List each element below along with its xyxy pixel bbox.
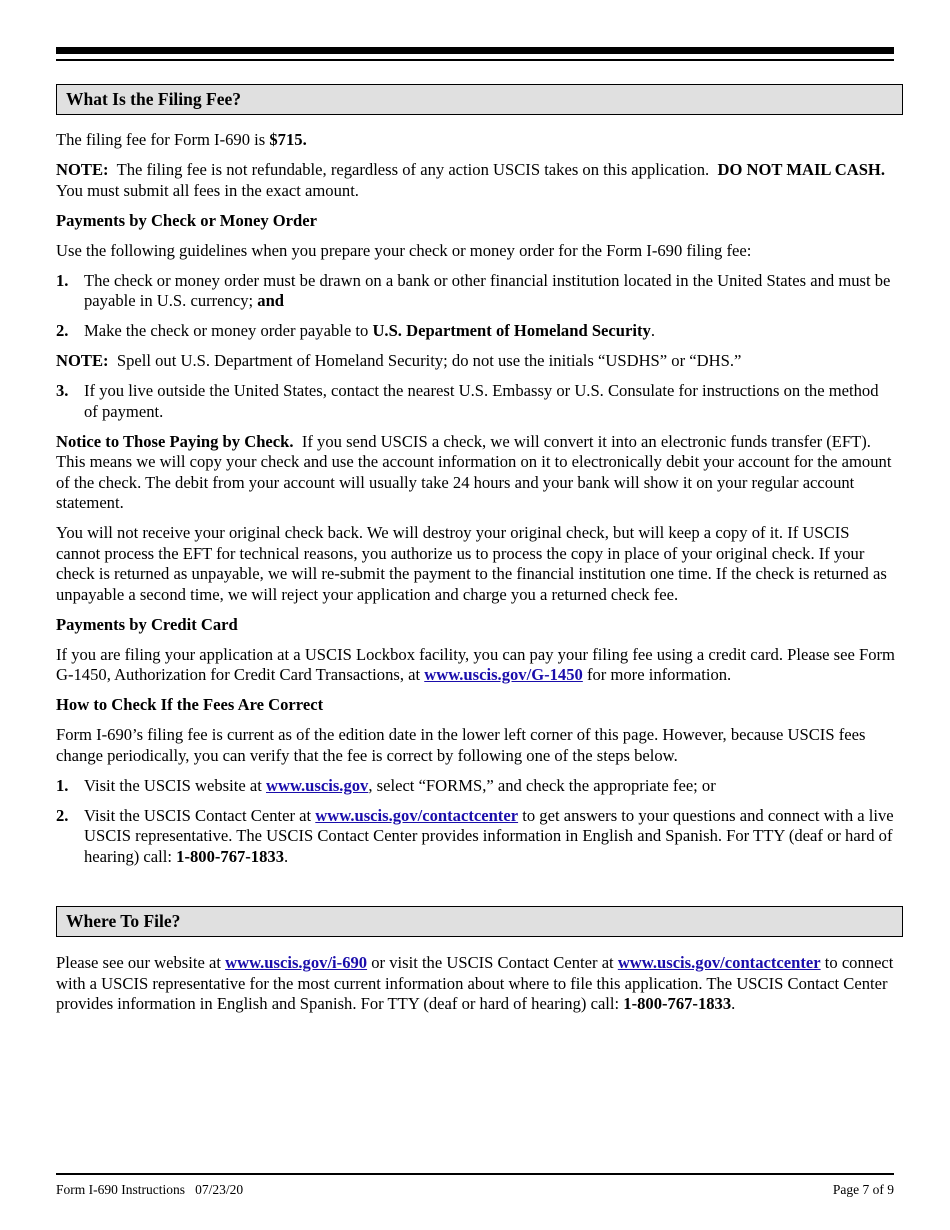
contact-center-link[interactable]: www.uscis.gov/contactcenter — [617, 953, 821, 972]
where-to-file-paragraph: Please see our website at www.uscis.gov/i-690 or visit the USCIS Contact Center at www.uscis.gov/contactcenter to connect with a USCIS representative for the most current information about where to file this application. The USCIS Contact Center provides information in English and Spanish. For TTY (deaf or hard of hearing) call: 1-800-767-1833. — [56, 953, 894, 1013]
footer-form-name: Form I-690 Instructions 07/23/20 — [56, 1182, 244, 1197]
section-heading-filing-fee: What Is the Filing Fee? — [56, 84, 903, 115]
subheading-credit-card: Payments by Credit Card — [56, 614, 238, 634]
check-intro: Use the following guidelines when you prepare your check or money order for the Form I-690 filing fee: — [56, 240, 752, 260]
returned-check-paragraph: You will not receive your original check back. We will destroy your original check, but will keep a copy of it. If USCIS cannot process the EFT for technical reasons, you authorize us to process the copy in place of your original check. If your check is returned as unpayable, we will re-submit the payment to the financial institution one time. If the check is returned as unpayable a second time, we will reject your application and charge you a returned check fee. — [56, 523, 887, 604]
subheading-check-fees: How to Check If the Fees Are Correct — [56, 695, 324, 714]
section-heading-where-to-file: Where To File? — [56, 906, 903, 937]
verify-fee-paragraph: Form I-690’s filing fee is current as of the edition date in the lower left corner of this page. However, because USCIS fees change periodically, you can verify that the fee is correct by following one of the steps below. — [56, 725, 866, 765]
fee-paragraph: The filing fee for Form I-690 is $715. — [56, 130, 307, 149]
note-initials: NOTE: Spell out U.S. Department of Homeland Security; do not use the initials “USDHS” or “DHS.” — [56, 351, 742, 370]
fee-amount: $715. — [269, 130, 307, 149]
where-to-file-content — [56, 953, 896, 1024]
list-item: 3. If you live outside the United States, contact the nearest U.S. Embassy or U.S. Consulate for instructions on the method of payment. — [56, 381, 879, 421]
note-refund: NOTE: The filing fee is not refundable, regardless of any action USCIS takes on this application. DO NOT MAIL CASH. You must submit all fees in the exact amount. — [56, 160, 885, 200]
list-item: 2. Visit the USCIS Contact Center at www.uscis.gov/contactcenter to get answers to your questions and connect with a live USCIS representative. The USCIS Contact Center provides information in English and Spanish. For TTY (deaf or hard of hearing) call: 1-800-767-1833. — [56, 805, 894, 866]
credit-card-paragraph: If you are filing your application at a USCIS Lockbox facility, you can pay your filing fee using a credit card. Please see Form G-1450, Authorization for Credit Card Transactions, at www.uscis.gov/G-1450 for more information. — [56, 644, 895, 684]
footer-edition-date: 07/23/20 — [195, 1182, 244, 1197]
subheading-check: Payments by Check or Money Order — [56, 210, 318, 230]
filing-fee-content — [56, 130, 896, 877]
g1450-link[interactable]: www.uscis.gov/G-1450 — [424, 665, 583, 684]
tty-phone: 1-800-767-1833 — [623, 994, 732, 1013]
notice-paying-by-check: Notice to Those Paying by Check. If you send USCIS a check, we will convert it into an electronic funds transfer (EFT). This means we will copy your check and use the account information on it to electronically debit your account for the amount of the check. The debit from your account will usually take 24 hours and your bank will show it on your regular account statement. — [56, 431, 892, 512]
i690-link[interactable]: www.uscis.gov/i-690 — [225, 953, 368, 972]
contact-center-link[interactable]: www.uscis.gov/contactcenter — [315, 805, 519, 825]
tty-phone: 1-800-767-1833 — [176, 846, 284, 866]
top-thick-rule — [56, 47, 894, 54]
top-thin-rule — [56, 59, 894, 61]
footer-page-number: Page 7 of 9 — [832, 1182, 894, 1197]
footer-rule — [56, 1173, 894, 1175]
list-item: 1. Visit the USCIS website at www.uscis.gov, select “FORMS,” and check the appropriate fee; or — [56, 775, 716, 795]
uscis-website-link[interactable]: www.uscis.gov — [266, 775, 369, 795]
list-item: 1. The check or money order must be drawn on a bank or other financial institution located in the United States and must be payable in U.S. currency; and — [56, 270, 891, 310]
list-item: 2. Make the check or money order payable to U.S. Department of Homeland Security. — [56, 321, 655, 340]
